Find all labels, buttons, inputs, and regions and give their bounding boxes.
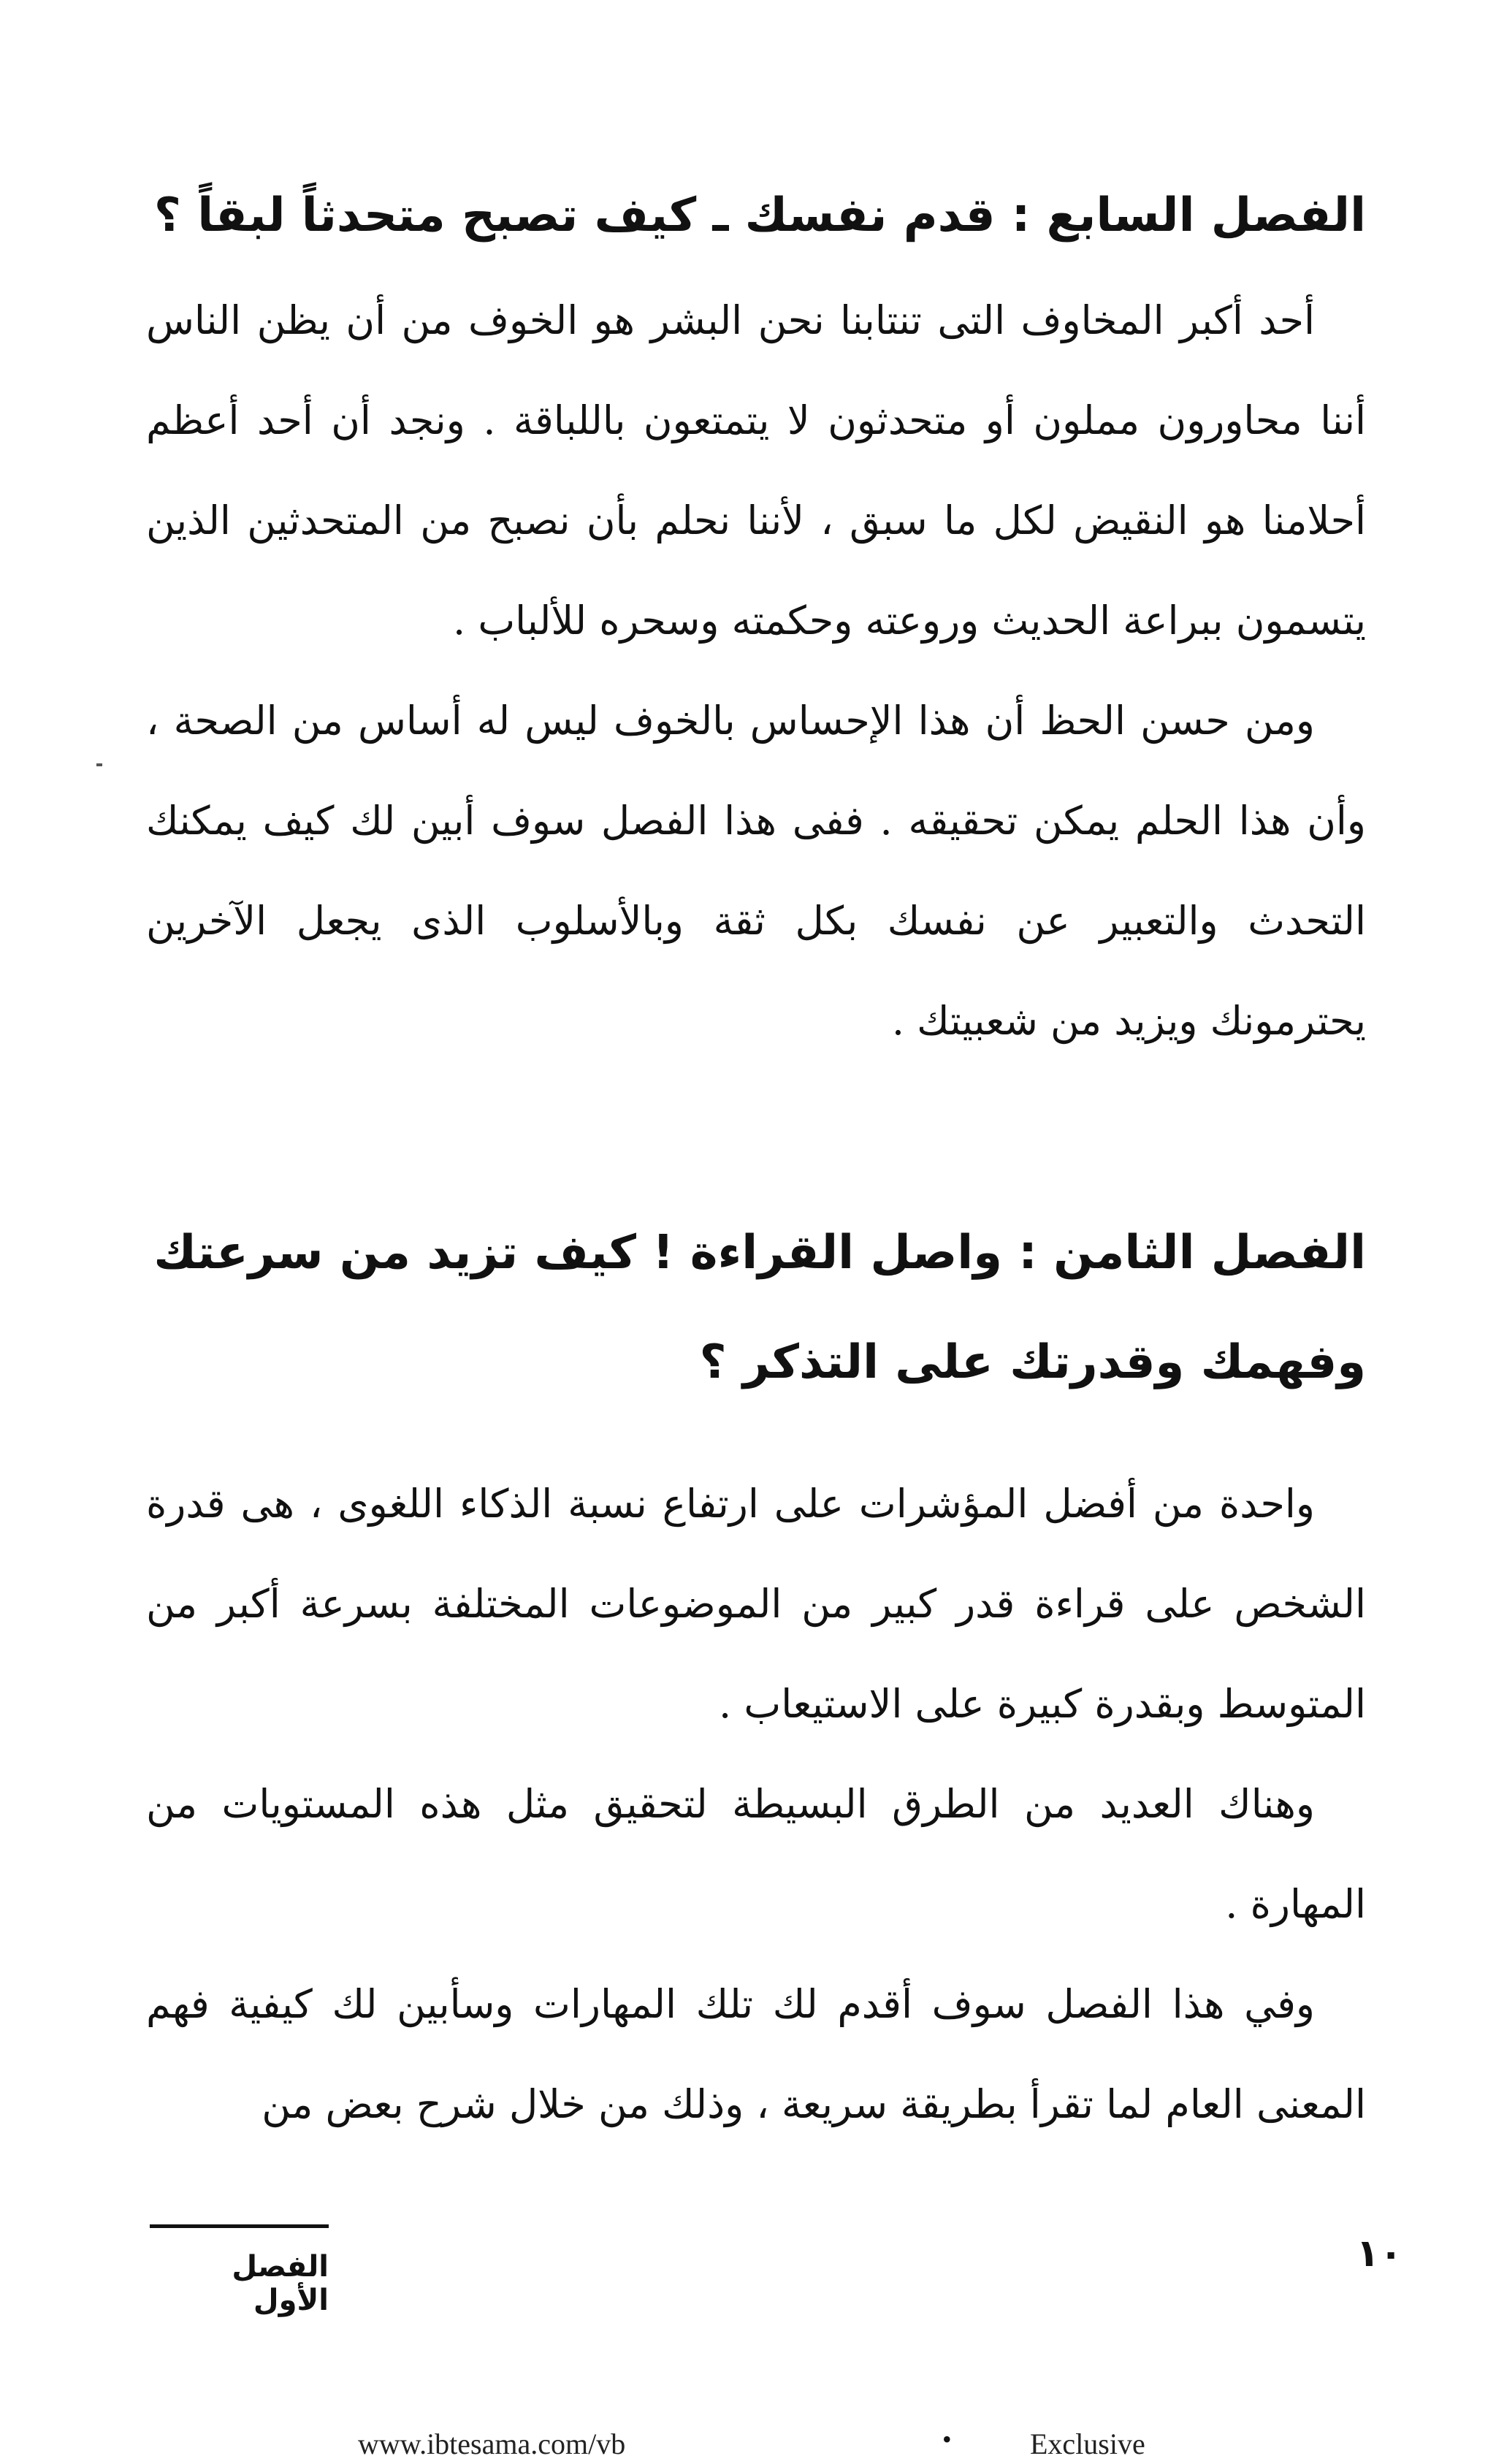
bottom-separator-dot: • xyxy=(942,2425,952,2454)
footer-divider xyxy=(150,2224,329,2228)
chapter-7-paragraph-1: أحد أكبر المخاوف التى تنتابنا نحن البشر هو الخوف من أن يظن الناس أننا محاورون مملون أو متحدثون لا يتمتعون باللباقة . ونجد أن أحد أعظم أحلامنا هو النقيض لكل ما سبق ، لأننا نحلم بأن نصبح من المتحدثين الذين يتسمون ببراعة الحديث وروعته وحكمته وسحره للألباب . xyxy=(146,297,1366,644)
page-number: ١٠ xyxy=(1356,2232,1402,2276)
chapter-7-paragraph-2: ومن حسن الحظ أن هذا الإحساس بالخوف ليس له أساس من الصحة ، وأن هذا الحلم يمكن تحقيقه . ففى هذا الفصل سوف أبين لك كيف يمكنك التحدث والتعبير عن نفسك بكل ثقة وبالأسلوب الذى يجعل الآخرين يحترمونك ويزيد من شعبيتك . xyxy=(146,698,1366,1044)
exclusive-label: Exclusive xyxy=(1030,2427,1145,2460)
chapter-7-section xyxy=(146,161,1366,1071)
chapter-8-title: الفصل الثامن : واصل القراءة ! كيف تزيد من سرعتك وفهمك وقدرتك على التذكر ؟ xyxy=(153,1226,1366,1389)
chapter-7-title: الفصل السابع : قدم نفسك ـ كيف تصبح متحدثاً لبقاً ؟ xyxy=(153,188,1366,243)
chapter-8-paragraph-3: وفي هذا الفصل سوف أقدم لك تلك المهارات وسأبين لك كيفية فهم المعنى العام لما تقرأ بطريقة سريعة ، وذلك من خلال شرح بعض من xyxy=(146,1981,1366,2127)
source-url: www.ibtesama.com/vb xyxy=(358,2427,626,2460)
chapter-8-paragraph-2: وهناك العديد من الطرق البسيطة لتحقيق مثل هذه المستويات من المهارة . xyxy=(146,1781,1366,1927)
chapter-8-section xyxy=(146,1198,1366,2154)
scan-mark xyxy=(96,763,102,766)
chapter-8-paragraph-1: واحدة من أفضل المؤشرات على ارتفاع نسبة الذكاء اللغوى ، هى قدرة الشخص على قراءة قدر كبير من الموضوعات المختلفة بسرعة أكبر من المتوسط وبقدرة كبيرة على الاستيعاب . xyxy=(146,1481,1366,1727)
footer-section-label: الفصل الأول xyxy=(232,2250,329,2317)
